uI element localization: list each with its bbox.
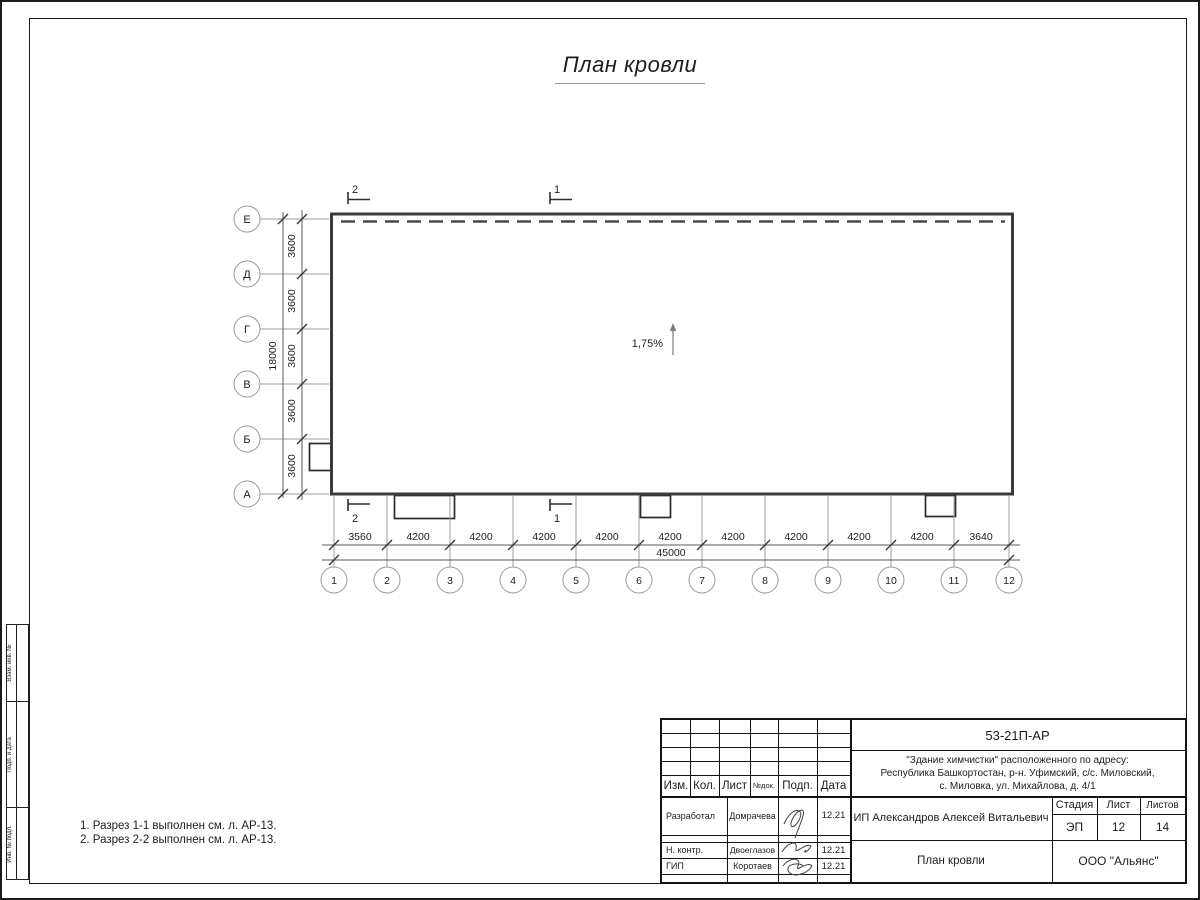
dim-text: 3600 (286, 289, 298, 313)
tb-listov-value: 14 (1155, 820, 1170, 834)
section-label: 1 (554, 513, 561, 525)
roof-plan-drawing (2, 2, 1200, 702)
tb-name: Домрачева (729, 810, 776, 821)
tb-stage-value: ЭП (1065, 820, 1084, 834)
col-axis-bubbles (321, 567, 1022, 593)
tb-doc-number: 53-21П-АР (985, 727, 1050, 743)
dim-text: 4200 (595, 531, 619, 543)
divider (16, 808, 17, 879)
axis-label: 12 (1003, 575, 1015, 587)
axis-label: В (243, 379, 251, 391)
tb-col-list: Лист (722, 779, 747, 792)
tb-date: 12.21 (821, 844, 846, 856)
tb-address (850, 750, 1185, 796)
section-label: 2 (352, 513, 359, 525)
tb-address-line: "Здание химчистки" расположенного по адресу: (906, 754, 1129, 766)
side-stamp-label: Инв. № подл. (7, 824, 13, 863)
side-stamp-label: Подп. и дата (7, 736, 13, 773)
dim-text: 4200 (406, 531, 430, 543)
axis-label: 1 (331, 575, 337, 587)
dim-text: 4200 (910, 531, 934, 543)
row-axis-bubbles (234, 206, 260, 507)
axis-label: 10 (885, 575, 897, 587)
dim-text: 3600 (286, 234, 298, 258)
axis-label: 3 (447, 575, 453, 587)
divider (16, 702, 17, 807)
tb-date: 12.21 (821, 860, 846, 872)
dim-text: 4200 (532, 531, 556, 543)
axis-label: Е (243, 214, 251, 226)
axis-label: 11 (948, 575, 960, 587)
axis-label: 6 (636, 575, 642, 587)
axis-label: А (243, 489, 251, 501)
dim-total-text: 18000 (267, 341, 279, 371)
axis-label: Д (243, 269, 251, 281)
tb-role: Разработал (666, 810, 715, 821)
dim-text: 4200 (784, 531, 808, 543)
tb-drawing-title: План кровли (917, 855, 985, 867)
slope-value: 1,75% (631, 338, 663, 350)
dim-text: 4200 (469, 531, 493, 543)
axis-label: 9 (825, 575, 831, 587)
notes (80, 819, 277, 847)
axis-label: Г (244, 324, 250, 336)
side-stamp-label: Взам. инв. № (7, 644, 13, 682)
dim-text: 4200 (847, 531, 871, 543)
dim-total-text: 45000 (656, 547, 686, 559)
side-stamp-cell (6, 808, 29, 880)
dim-text: 3600 (286, 399, 298, 423)
dim-text: 3600 (286, 344, 298, 368)
tb-role: Н. контр. (666, 845, 704, 855)
title-block (660, 718, 1187, 884)
tb-col-izm: Изм. (663, 779, 689, 792)
tb-listov-header: Листов (1146, 799, 1179, 811)
row-axis-labels (243, 214, 251, 501)
tb-address-line: Республика Башкортостан, р-н. Уфимский, с/с. Миловский, (880, 767, 1155, 779)
axis-label: 7 (699, 575, 705, 587)
dim-text: 3600 (286, 454, 298, 478)
col-axis-labels (331, 575, 1015, 587)
dim-text: 3560 (348, 531, 372, 543)
tb-col-kol: Кол. (693, 779, 716, 792)
axis-label: 5 (573, 575, 579, 587)
tb-col-podp: Подп. (782, 779, 813, 792)
axis-label: 2 (384, 575, 390, 587)
tb-role: ГИП (666, 861, 684, 871)
tb-list-header: Лист (1106, 799, 1131, 811)
axis-label: Б (243, 434, 251, 446)
side-stamp-cell (6, 702, 29, 808)
section-label: 2 (352, 184, 359, 196)
tb-stage-header: Стадия (1055, 799, 1094, 811)
tb-list-value: 12 (1111, 820, 1126, 834)
dim-text: 4200 (658, 531, 682, 543)
tb-name: Двоеглазов (729, 845, 776, 855)
axis-label: 8 (762, 575, 768, 587)
signatures (778, 796, 817, 882)
tb-col-data: Дата (820, 779, 847, 792)
dim-text: 3640 (969, 531, 993, 543)
tb-name: Коротаев (733, 861, 772, 871)
note-line: 2. Разрез 2-2 выполнен см. л. АР-13. (80, 834, 277, 846)
page-title: План кровли (555, 52, 705, 84)
tb-address-line: с. Миловка, ул. Михайлова, д. 4/1 (939, 780, 1096, 792)
tb-client: ИП Александров Алексей Витальевич (853, 812, 1049, 824)
note-line: 1. Разрез 1-1 выполнен см. л. АР-13. (80, 820, 277, 832)
section-label: 1 (554, 184, 561, 196)
tb-col-dok: №док. (753, 781, 775, 790)
tb-company: ООО "Альянс" (1078, 854, 1159, 868)
tb-date: 12.21 (821, 810, 846, 821)
building-outline (332, 214, 1013, 494)
axis-label: 4 (510, 575, 516, 587)
dim-text: 4200 (721, 531, 745, 543)
